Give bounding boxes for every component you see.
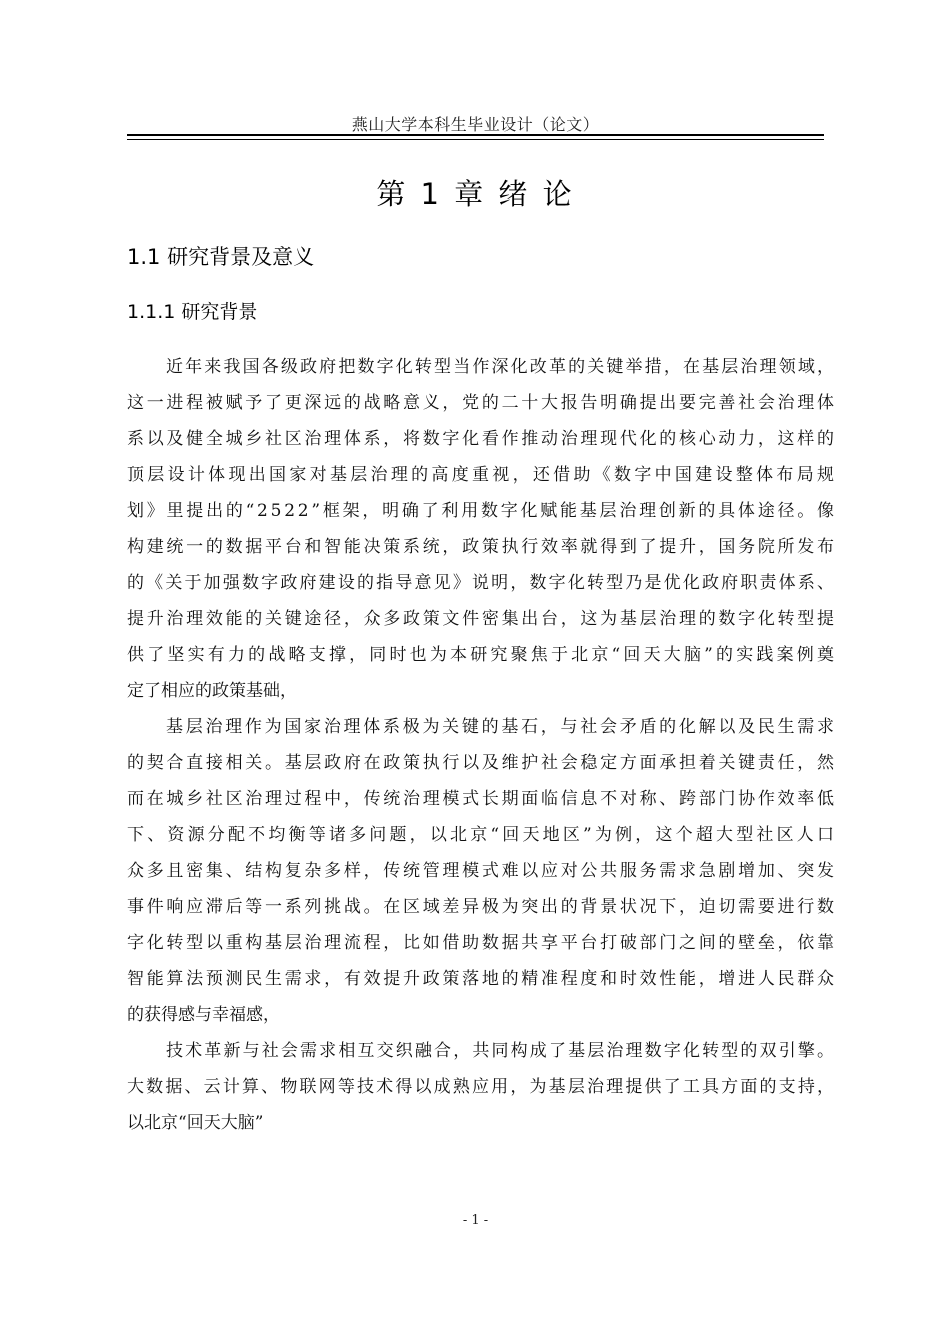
- header-rule-thin: [127, 139, 824, 140]
- paragraph-line: 智能算法预测民生需求，有效提升政策落地的精准程度和时效性能，增进人民群众: [127, 969, 837, 989]
- subsection-heading: 1.1.1 研究背景: [127, 301, 258, 323]
- paragraph-line: 技术革新与社会需求相互交织融合，共同构成了基层治理数字化转型的双引擎。: [166, 1041, 837, 1061]
- paragraph-line: 以北京“回天大脑”: [127, 1113, 264, 1133]
- paragraph-line: 的《关于加强数字政府建设的指导意见》说明，数字化转型乃是优化政府职责体系、: [127, 573, 837, 593]
- running-header: 燕山大学本科生毕业设计（论文）: [351, 115, 600, 134]
- paragraph-line: 字化转型以重构基层治理流程，比如借助数据共享平台打破部门之间的壁垒，依靠: [127, 933, 837, 953]
- paragraph-line: 顶层设计体现出国家对基层治理的高度重视，还借助《数字中国建设整体布局规: [127, 465, 838, 485]
- paragraph-line: 大数据、云计算、物联网等技术得以成熟应用，为基层治理提供了工具方面的支持，: [127, 1077, 837, 1097]
- paragraph: [127, 709, 838, 1033]
- header-rule-thick: [127, 134, 824, 136]
- paragraph-line: 供了坚实有力的战略支撑，同时也为本研究聚焦于北京“回天大脑”的实践案例奠: [127, 645, 838, 665]
- paragraph-line: 定了相应的政策基础，: [127, 681, 297, 701]
- paragraph: [127, 349, 838, 709]
- paragraph-line: 的契合直接相关。基层政府在政策执行以及维护社会稳定方面承担着关键责任，然: [127, 753, 837, 773]
- chapter-title: 第 1 章 绪 论: [376, 177, 575, 211]
- paragraph-line: 系以及健全城乡社区治理体系，将数字化看作推动治理现代化的核心动力，这样的: [127, 429, 837, 449]
- paragraph-line: 划》里提出的“2522”框架，明确了利用数字化赋能基层治理创新的具体途径。像: [127, 501, 837, 521]
- paragraph-line: 提升治理效能的关键途径，众多政策文件密集出台，这为基层治理的数字化转型提: [127, 609, 837, 629]
- paragraph-line: 基层治理作为国家治理体系极为关键的基石，与社会矛盾的化解以及民生需求: [166, 717, 837, 737]
- paragraph-line: 这一进程被赋予了更深远的战略意义，党的二十大报告明确提出要完善社会治理体: [127, 393, 837, 413]
- section-heading: 1.1 研究背景及意义: [127, 245, 315, 269]
- paragraph-line: 下、资源分配不均衡等诸多问题，以北京“回天地区”为例，这个超大型社区人口: [127, 825, 838, 845]
- paragraph-line: 众多且密集、结构复杂多样，传统管理模式难以应对公共服务需求急剧增加、突发: [127, 861, 837, 881]
- paragraph-line: 构建统一的数据平台和智能决策系统，政策执行效率就得到了提升，国务院所发布: [127, 537, 837, 557]
- paragraph-line: 的获得感与幸福感，: [127, 1005, 280, 1025]
- paragraph-line: 近年来我国各级政府把数字化转型当作深化改革的关键举措，在基层治理领域，: [166, 357, 837, 377]
- paragraph-line: 事件响应滞后等一系列挑战。在区域差异极为突出的背景状况下，迫切需要进行数: [127, 897, 837, 917]
- page-number: - 1 -: [462, 1213, 489, 1228]
- body-text: [127, 349, 838, 1141]
- paragraph-line: 而在城乡社区治理过程中，传统治理模式长期面临信息不对称、跨部门协作效率低: [127, 789, 837, 809]
- paragraph: [127, 1033, 837, 1141]
